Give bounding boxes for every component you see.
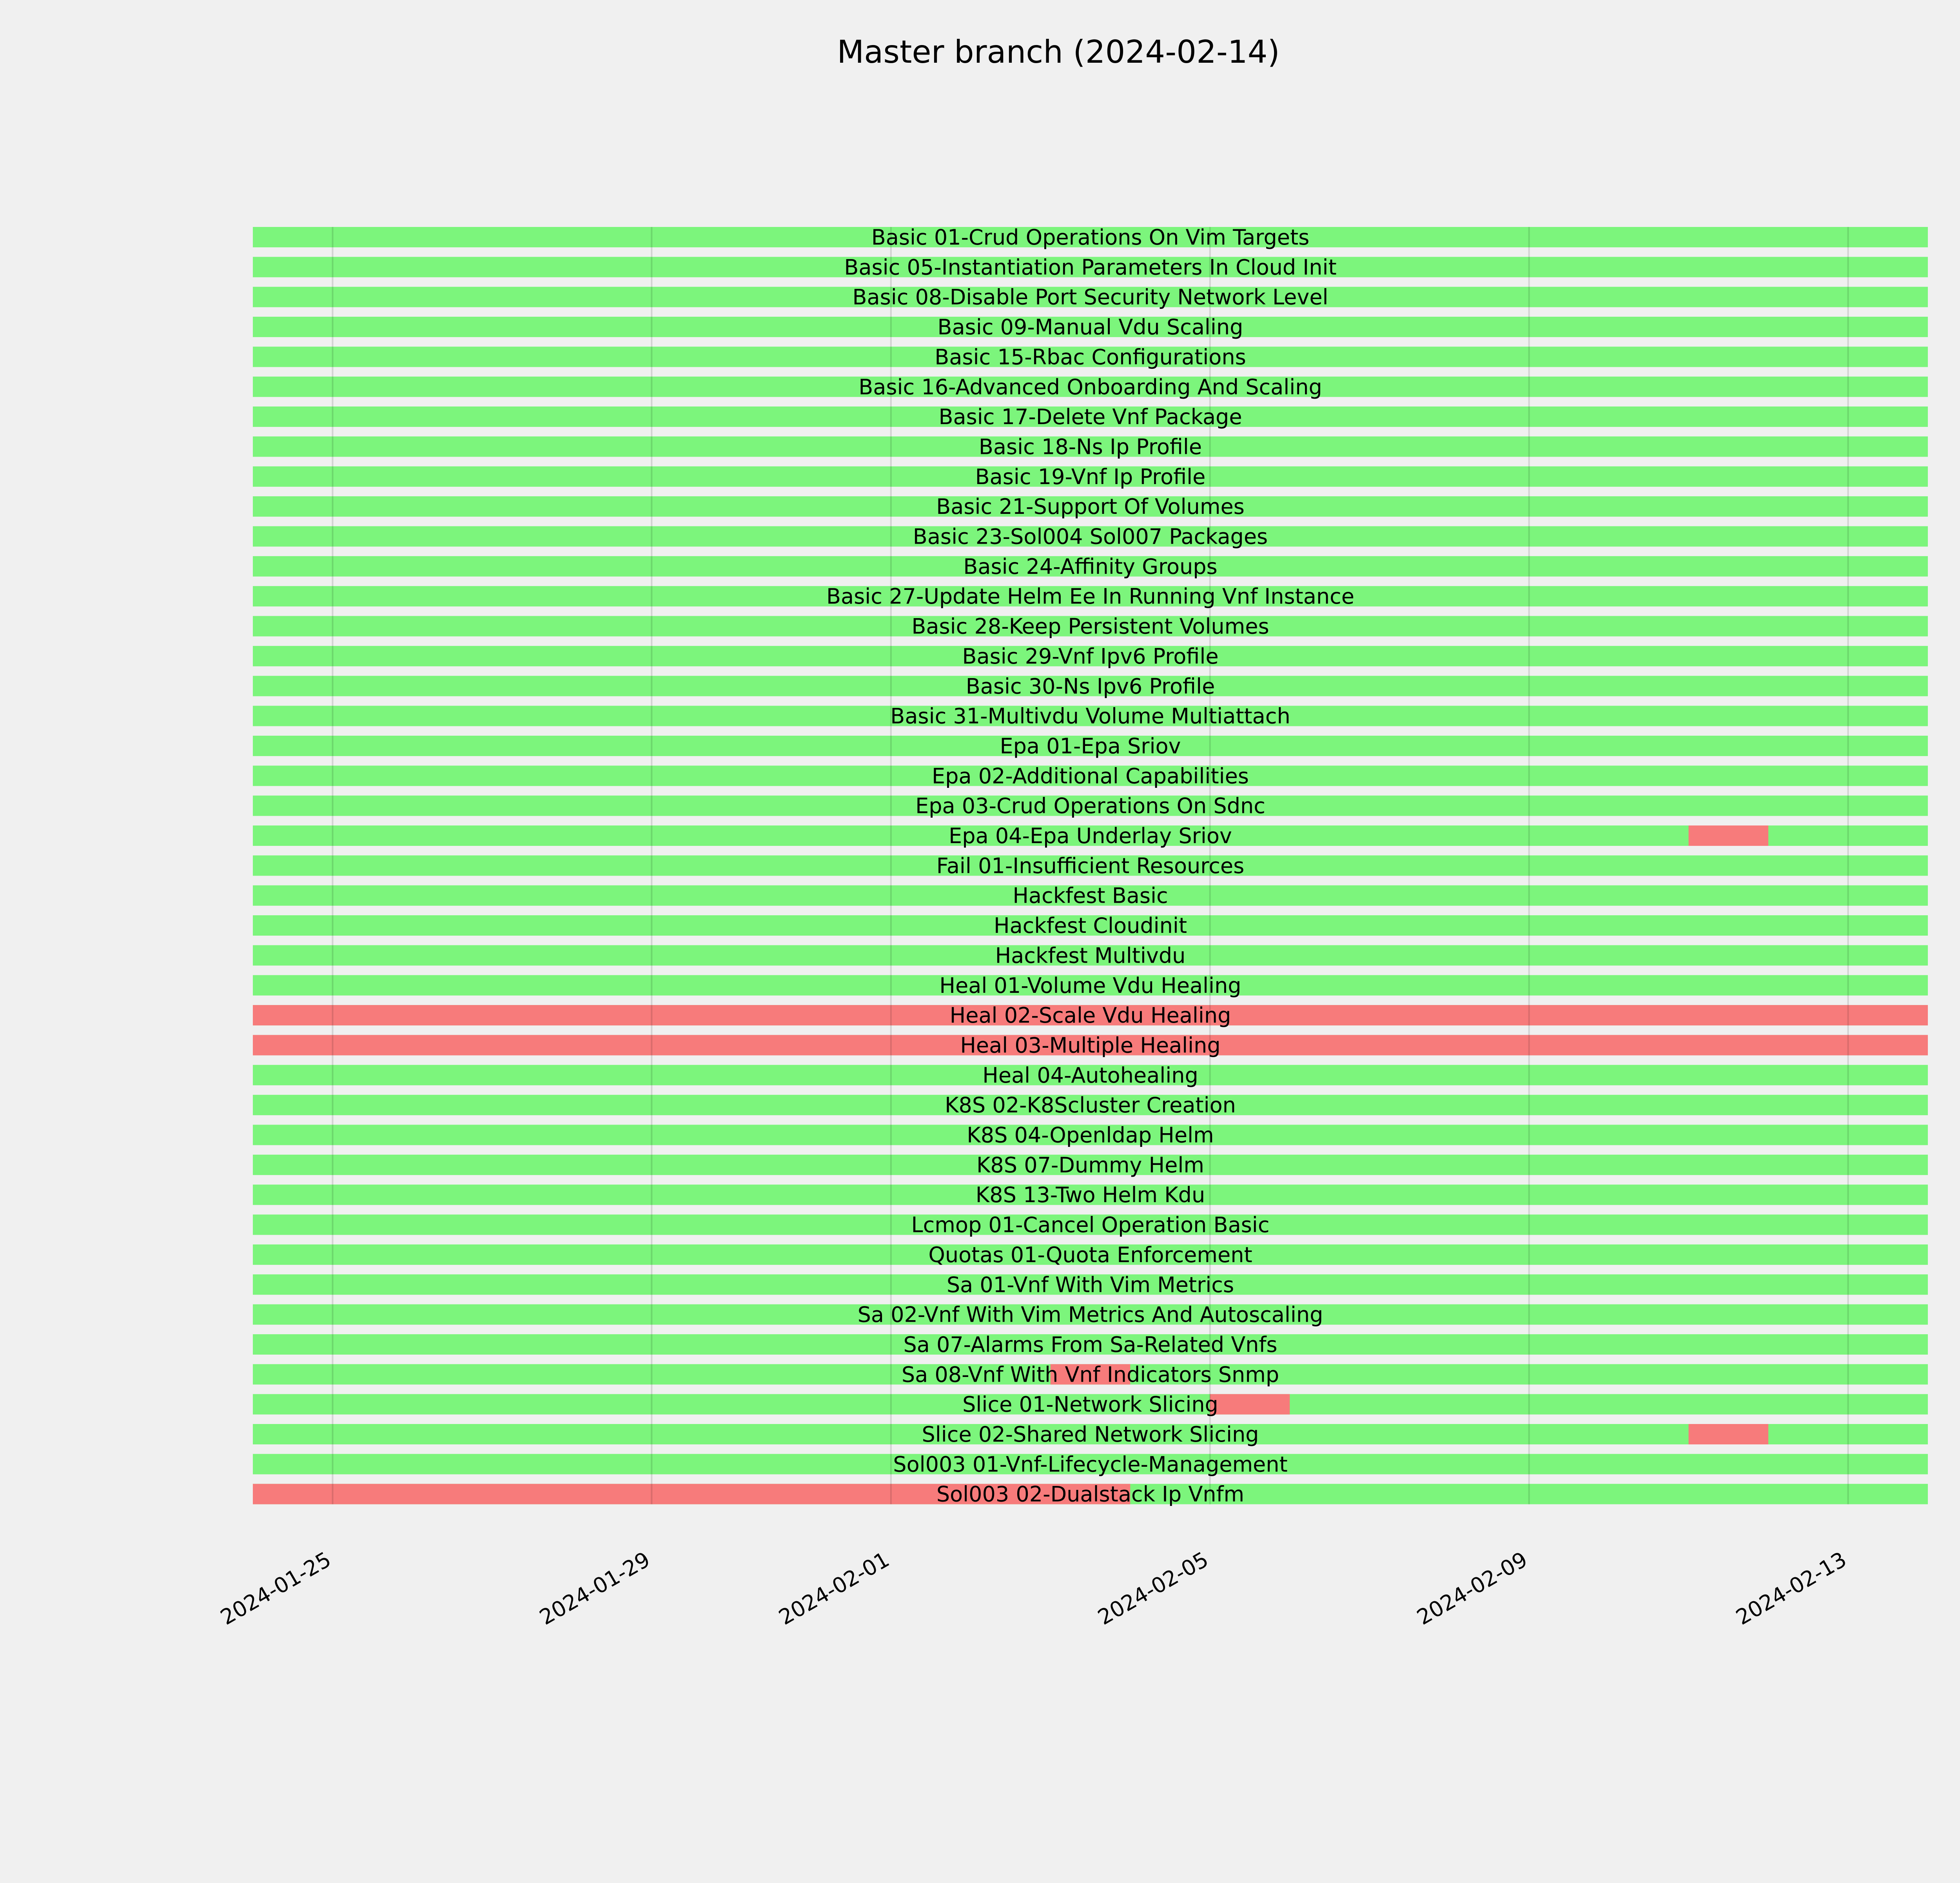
row-label: Fail 01-Insufficient Resources — [936, 853, 1245, 878]
row-label: Basic 24-Affinity Groups — [963, 554, 1218, 579]
row-label: Basic 16-Advanced Onboarding And Scaling — [858, 374, 1322, 399]
row-label: Basic 18-Ns Ip Profile — [978, 434, 1202, 459]
x-tick-label: 2024-02-01 — [775, 1547, 894, 1630]
row-label: Sa 07-Alarms From Sa-Related Vnfs — [903, 1332, 1278, 1357]
x-tick-label: 2024-02-09 — [1412, 1547, 1532, 1630]
row-label: Basic 05-Instantiation Parameters In Cloud Init — [844, 255, 1337, 280]
fail-bar — [1689, 825, 1768, 846]
row-label: K8S 07-Dummy Helm — [976, 1152, 1204, 1177]
row-label: Basic 30-Ns Ipv6 Profile — [965, 674, 1215, 699]
row-label: Heal 02-Scale Vdu Healing — [949, 1003, 1231, 1028]
row-label: Basic 15-Rbac Configurations — [935, 345, 1246, 370]
row-label: Heal 01-Volume Vdu Healing — [939, 973, 1241, 998]
row-label: K8S 02-K8Scluster Creation — [945, 1093, 1236, 1118]
row-label: Hackfest Basic — [1013, 883, 1168, 908]
row-label: Basic 28-Keep Persistent Volumes — [911, 614, 1269, 639]
row-label: Basic 01-Crud Operations On Vim Targets — [871, 225, 1310, 250]
row-label: Basic 21-Support Of Volumes — [936, 494, 1245, 519]
row-label: Slice 01-Network Slicing — [962, 1392, 1218, 1417]
row-label: Epa 03-Crud Operations On Sdnc — [915, 793, 1265, 818]
fail-bar — [1689, 1424, 1768, 1444]
row-label: Sa 02-Vnf With Vim Metrics And Autoscaling — [857, 1302, 1323, 1327]
row-label: Sa 08-Vnf With Vnf Indicators Snmp — [901, 1362, 1279, 1387]
row-label: Epa 02-Additional Capabilities — [932, 764, 1249, 789]
x-tick-label: 2024-02-05 — [1093, 1547, 1213, 1630]
row-label: Basic 23-Sol004 Sol007 Packages — [913, 524, 1268, 549]
x-tick-label: 2024-02-13 — [1731, 1547, 1851, 1630]
row-label: K8S 13-Two Helm Kdu — [975, 1183, 1205, 1208]
row-label: Hackfest Cloudinit — [993, 913, 1187, 938]
row-label: Epa 01-Epa Sriov — [1000, 733, 1181, 758]
row-label: Lcmop 01-Cancel Operation Basic — [911, 1212, 1270, 1237]
row-label: Sol003 01-Vnf-Lifecycle-Management — [893, 1452, 1288, 1477]
row-label: Basic 09-Manual Vdu Scaling — [937, 315, 1243, 340]
row-label: Heal 04-Autohealing — [982, 1063, 1198, 1088]
row-label: Basic 31-Multivdu Volume Multiattach — [890, 704, 1290, 729]
x-tick-label: 2024-01-25 — [216, 1547, 335, 1630]
row-label: Sol003 02-Dualstack Ip Vnfm — [936, 1482, 1245, 1507]
row-label: Basic 27-Update Helm Ee In Running Vnf Instance — [826, 584, 1354, 609]
row-label: Quotas 01-Quota Enforcement — [928, 1242, 1252, 1267]
chart-title: Master branch (2024-02-14) — [837, 34, 1280, 70]
row-label: Hackfest Multivdu — [995, 943, 1186, 968]
row-label: Slice 02-Shared Network Slicing — [922, 1422, 1259, 1447]
row-label: Heal 03-Multiple Healing — [960, 1033, 1221, 1058]
x-tick-label: 2024-01-29 — [535, 1547, 654, 1630]
row-label: Basic 19-Vnf Ip Profile — [975, 464, 1206, 489]
row-label: Sa 01-Vnf With Vim Metrics — [946, 1272, 1234, 1297]
row-label: Basic 29-Vnf Ipv6 Profile — [962, 644, 1219, 669]
row-label: Basic 17-Delete Vnf Package — [938, 405, 1242, 430]
row-label: K8S 04-Openldap Helm — [967, 1123, 1214, 1148]
row-label: Basic 08-Disable Port Security Network Level — [852, 285, 1328, 310]
row-label: Epa 04-Epa Underlay Sriov — [949, 824, 1232, 848]
fail-bar — [1210, 1394, 1290, 1415]
